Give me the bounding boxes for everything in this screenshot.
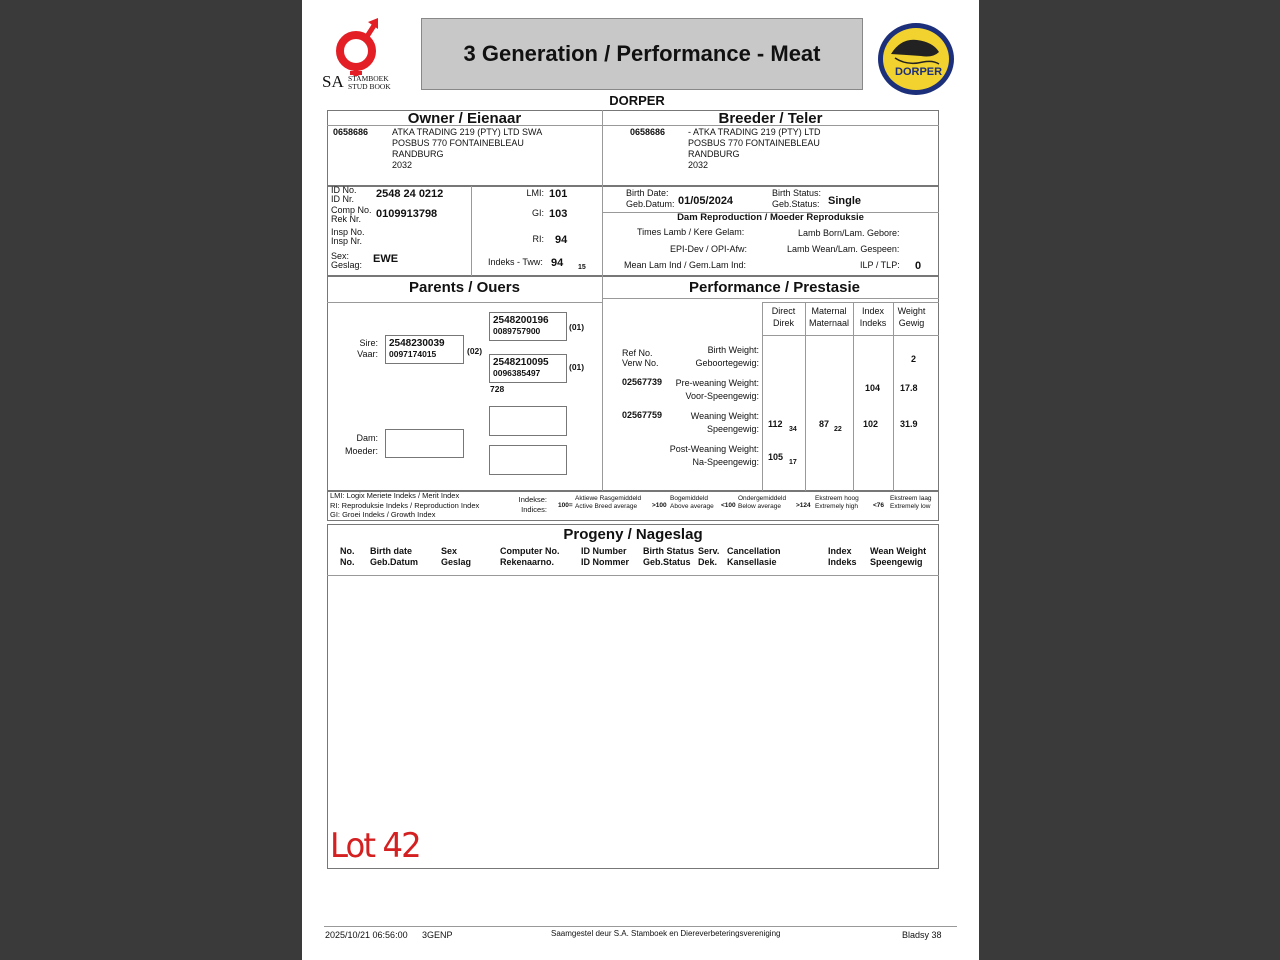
legend-desc-lt76: Ekstreem laag Extremely low [890,495,932,510]
birth-status-label: Birth Status: Geb.Status: [772,188,822,209]
sire-box [385,335,464,364]
wean-index: 102 [863,419,879,429]
wean-maternal-sub: 22 [834,426,842,433]
mean-lamb-label: Mean Lam Ind / Gem.Lam Ind: [624,260,747,270]
legend-key-gt124: >124 [796,502,811,509]
post-direct: 105 [768,452,784,462]
owner-line-2: POSBUS 770 FONTAINEBLEAU [392,138,524,148]
lot-label: Lot 42 [330,826,420,866]
gi-value: 103 [549,208,568,220]
col-maternal-header: Maternal Maternaal [808,306,850,328]
dam-sire-box [489,406,567,436]
lamb-wean-label: Lamb Wean/Lam. Gespeen: [787,244,900,254]
owner-line-4: 2032 [392,160,413,170]
birth-date-label: Birth Date: Geb.Datum: [626,188,675,209]
legend-desc-gt100: Bogemiddeld Above average [670,495,714,510]
col-index-header: Index Indeks [859,306,887,328]
page-title-text: 3 Generation / Performance - Meat [463,41,821,66]
lamb-born-label: Lamb Born/Lam. Gebore: [798,228,900,238]
legend-gi: GI: Groei Indeks / Growth Index [330,510,436,519]
legend-indekse-label: Indekse: Indices: [518,495,547,514]
dorper-logo [877,22,957,98]
logo-sa-text: SA [322,72,344,91]
footer-page: Bladsy 38 [902,930,942,940]
owner-line-3: RANDBURG [392,149,444,159]
sire-sire-code: (01) [569,322,585,332]
legend-lmi: LMI: Logix Meriete Indeks / Merit Index [330,491,460,500]
birth-weight-value: 2 [911,354,917,364]
birth-status-value: Single [828,195,862,207]
progeny-heading: Progeny / Nageslag [563,526,703,543]
lmi-label: LMI: [526,188,544,198]
logo-studbook-text: STUD BOOK [348,82,391,91]
prew-ref: 02567739 [622,377,663,387]
breeder-heading: Breeder / Teler [718,110,823,127]
progeny-col-index: Index Indeks [828,546,857,567]
insp-label: Insp No. Insp Nr. [331,227,365,246]
lmi-value: 101 [549,188,568,200]
legend-ri: RI: Reproduksie Indeks / Reproduction Index [330,500,480,510]
legend-key-gt100: >100 [652,502,667,509]
ri-value: 94 [555,234,568,246]
comp-label: Comp No. Rek Nr. [331,205,372,224]
wean-direct-sub: 34 [789,426,797,433]
sex-value: EWE [373,253,399,265]
post-direct-sub: 17 [789,459,797,466]
sire-sire-box [489,312,567,341]
prew-weight: 17.8 [900,383,918,393]
legend-desc-gt124: Ekstreem hoog Extremely high [815,495,859,510]
dam-reproduction-heading: Dam Reproduction / Moeder Reproduksie [677,212,864,223]
progeny-col-sex: Sex Geslag [441,546,472,567]
progeny-col-computer-no: Computer No. Rekenaarno. [500,546,560,567]
tww-value: 94 [551,257,564,269]
col-direct-header: Direct Direk [771,306,796,328]
progeny-col-wean-weight: Wean Weight Speengewig [870,546,927,567]
breed-name: DORPER [609,93,665,108]
tww-sub: 15 [578,264,586,271]
id-value: 2548 24 0212 [376,188,444,200]
epi-label: EPI-Dev / OPI-Afw: [670,244,748,254]
dorper-logo-text: DORPER [895,66,943,78]
sire-label: Sire: Vaar: [357,338,378,359]
legend-key-lt100: <100 [721,502,736,509]
birth-date-value: 01/05/2024 [678,195,734,207]
gi-label: GI: [531,208,544,218]
sire-dam-comp: 0096385497 [493,368,541,378]
legend-key-100: 100= [558,502,573,509]
wean-ref: 02567759 [622,410,663,420]
sire-dam-code: (01) [569,362,585,372]
sire-dam-id: 2548210095 [493,357,549,368]
legend-key-lt76: <76 [873,502,885,509]
breeder-line-3: RANDBURG [688,149,740,159]
prew-index: 104 [865,383,881,393]
progeny-col-no: No. No. [340,546,355,567]
sex-label: Sex: Geslag: [331,251,363,270]
tww-label: Indeks - Tww: [488,257,543,267]
progeny-col-birth-date: Birth date Geb.Datum [370,546,419,567]
col-weight-header: Weight Gewig [897,306,926,328]
progeny-col-birth-status: Birth Status Geb.Status [643,546,695,567]
owner-line-1: ATKA TRADING 219 (PTY) LTD SWA [392,127,543,137]
breeder-line-2: POSBUS 770 FONTAINEBLEAU [688,138,820,148]
logo-stamboek-text: STAMBOEK [348,74,389,83]
dam-label: Dam: Moeder: [344,433,378,456]
parents-heading: Parents / Ouers [409,279,520,296]
owner-heading: Owner / Eienaar [407,110,522,127]
wean-direct: 112 [768,419,783,429]
legend-desc-lt100: Ondergemiddeld Below average [738,495,787,510]
footer-code: 3GENP [422,930,453,940]
legend-index-names [330,491,479,520]
owner-number: 0658686 [333,127,369,137]
wean-label: Weaning Weight: Speengewig: [690,411,759,434]
ri-label: RI: [532,234,544,244]
progeny-col-serv: Serv. Dek. [698,546,720,567]
sire-code: (02) [467,346,483,356]
wean-weight: 31.9 [900,419,918,429]
sa-stamboek-logo [320,16,400,94]
times-lamb-label: Times Lamb / Kere Gelam: [637,227,745,237]
document-page [302,0,979,960]
sire-dam-box [489,354,567,383]
breeder-line-4: 2032 [688,160,709,170]
dam-box [385,429,464,458]
sire-comp: 0097174015 [389,349,437,359]
birth-weight-label: Birth Weight: Geboortegewig: [695,345,759,368]
dam-dam-box [489,445,567,475]
post-weaning-label: Post-Weaning Weight: Na-Speengewig: [669,444,759,467]
legend-desc-100: Aktiewe Rasgemiddeld Active Breed average [575,495,642,510]
sire-sire-comp: 0089757900 [493,326,541,336]
progeny-col-id-number: ID Number ID Nommer [581,546,630,567]
progeny-col-cancellation: Cancellation Kansellasie [727,546,781,567]
footer-datetime: 2025/10/21 06:56:00 [325,930,408,940]
owner-address [392,127,542,171]
ilp-label: ILP / TLP: [860,260,900,270]
breeder-line-1: - ATKA TRADING 219 (PTY) LTD [688,127,821,137]
sire-sire-id: 2548200196 [493,315,549,326]
ilp-value: 0 [915,260,922,272]
sire-dam-extra: 728 [490,384,505,394]
wean-maternal: 87 [819,419,830,429]
ref-no-label: Ref No. Verw No. [622,348,659,368]
breeder-address [688,127,821,171]
dorper-sheep-icon [877,22,957,98]
id-label: ID No. ID Nr. [331,185,357,204]
breeder-number: 0658686 [630,127,666,137]
sire-id: 2548230039 [389,338,445,349]
prew-label: Pre-weaning Weight: Voor-Speengewig: [675,378,759,401]
comp-value: 0109913798 [376,208,438,220]
performance-heading: Performance / Prestasie [689,279,860,296]
footer-center: Saamgestel deur S.A. Stamboek en Diereverbeteringsvereniging [551,929,781,938]
page-title [421,18,863,90]
